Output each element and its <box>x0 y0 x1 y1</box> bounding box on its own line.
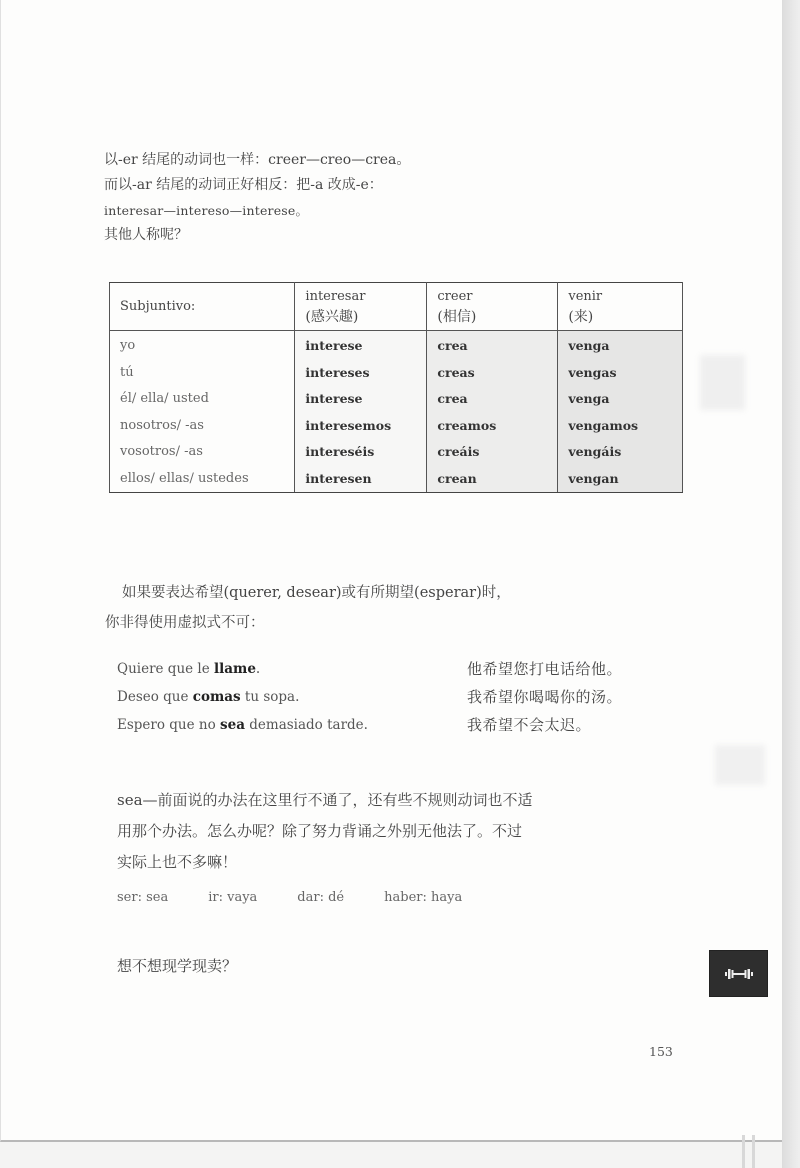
example-spanish <box>117 655 467 683</box>
paragraph-line: 你非得使用虚拟式不可： <box>105 615 265 631</box>
table-row <box>110 413 683 440</box>
verb-meaning: (相信) <box>437 309 477 325</box>
form-cell: intereses <box>295 360 427 387</box>
example-text: Deseo que <box>117 689 193 705</box>
table-row <box>110 386 683 413</box>
pronoun-cell: nosotros/ -as <box>110 413 295 440</box>
example-highlight: sea <box>220 717 245 733</box>
form-cell: crea <box>427 331 558 360</box>
header-verb-creer <box>427 283 558 331</box>
verb-infinitive: venir <box>568 289 603 304</box>
table-row <box>110 466 683 493</box>
example-chinese: 我希望你喝喝你的汤。 <box>467 688 623 706</box>
table-row <box>110 360 683 387</box>
bleed-through-mark <box>715 745 765 785</box>
intro-line: interesar—intereso—interese。 <box>104 203 309 218</box>
form-cell: venga <box>558 386 683 413</box>
header-subjuntivo: Subjuntivo: <box>110 283 295 331</box>
form-cell: intereséis <box>295 439 427 466</box>
form-cell: creas <box>427 360 558 387</box>
form-cell: crea <box>427 386 558 413</box>
practice-prompt: 想不想现学现卖？ <box>117 957 238 975</box>
irregular-verb: ser: sea <box>117 890 169 905</box>
paragraph-line: 实际上也不多嘛！ <box>117 853 238 871</box>
explanation-paragraph <box>105 578 511 638</box>
page-bottom-edge <box>0 1142 782 1168</box>
paragraph-line: sea—前面说的办法在这里行不通了，还有些不规则动词也不适 <box>117 791 533 809</box>
table-row <box>110 439 683 466</box>
dumbbell-icon <box>724 966 754 982</box>
form-cell: interese <box>295 331 427 360</box>
example-text: . <box>255 661 261 677</box>
verb-infinitive: creer <box>437 289 473 304</box>
form-cell: creáis <box>427 439 558 466</box>
example-text: Quiere que le <box>117 661 215 677</box>
page-edge-line <box>752 1135 755 1168</box>
form-cell: interese <box>295 386 427 413</box>
table-header-row <box>110 283 683 331</box>
example-row <box>117 655 677 683</box>
irregular-verb: ir: vaya <box>208 890 258 905</box>
form-cell: vengamos <box>558 413 683 440</box>
intro-text <box>104 148 410 248</box>
pronoun-cell: él/ ella/ usted <box>110 386 295 413</box>
intro-line: 以-er 结尾的动词也一样：creer—creo—crea。 <box>104 152 411 168</box>
form-cell: crean <box>427 466 558 493</box>
form-cell: creamos <box>427 413 558 440</box>
verb-infinitive: interesar <box>305 289 366 304</box>
page-edge <box>782 0 800 1168</box>
example-highlight: comas <box>192 689 241 705</box>
example-text: Espero que no <box>117 717 221 733</box>
example-sentences <box>117 655 677 739</box>
example-row <box>117 711 677 739</box>
example-chinese: 他希望您打电话给他。 <box>467 660 623 678</box>
irregular-explanation <box>117 785 533 878</box>
page-edge-line <box>742 1135 745 1168</box>
header-verb-venir <box>558 283 683 331</box>
pronoun-cell: ellos/ ellas/ ustedes <box>110 466 295 493</box>
intro-question: 其他人称呢？ <box>104 227 188 243</box>
irregular-verb: dar: dé <box>297 890 345 905</box>
example-highlight: llame <box>214 661 256 677</box>
example-spanish <box>117 711 467 739</box>
paragraph-line: 用那个办法。怎么办呢？除了努力背诵之外别无他法了。不过 <box>117 822 523 840</box>
exercise-badge <box>709 950 768 997</box>
form-cell: vengáis <box>558 439 683 466</box>
subjunctive-conjugation-table <box>109 282 683 493</box>
table-row <box>110 331 683 360</box>
form-cell: interesen <box>295 466 427 493</box>
pronoun-cell: yo <box>110 331 295 360</box>
example-text: tu sopa. <box>240 689 300 705</box>
example-text: demasiado tarde. <box>244 717 368 733</box>
form-cell: venga <box>558 331 683 360</box>
form-cell: vengas <box>558 360 683 387</box>
irregular-verb-list <box>117 890 502 905</box>
example-spanish <box>117 683 467 711</box>
example-chinese: 我希望不会太迟。 <box>467 716 592 734</box>
page-number: 153 <box>649 1044 673 1059</box>
pronoun-cell: tú <box>110 360 295 387</box>
paragraph-line: 如果要表达希望(querer, desear)或有所期望(esperar)时， <box>122 585 511 601</box>
example-row <box>117 683 677 711</box>
form-cell: vengan <box>558 466 683 493</box>
pronoun-cell: vosotros/ -as <box>110 439 295 466</box>
intro-line: 而以-ar 结尾的动词正好相反：把-a 改成-e： <box>104 177 383 193</box>
bleed-through-mark <box>700 355 745 410</box>
form-cell: interesemos <box>295 413 427 440</box>
irregular-verb: haber: haya <box>384 890 463 905</box>
header-verb-interesar <box>295 283 427 331</box>
verb-meaning: (来) <box>568 309 594 325</box>
verb-meaning: (感兴趣) <box>305 309 359 325</box>
